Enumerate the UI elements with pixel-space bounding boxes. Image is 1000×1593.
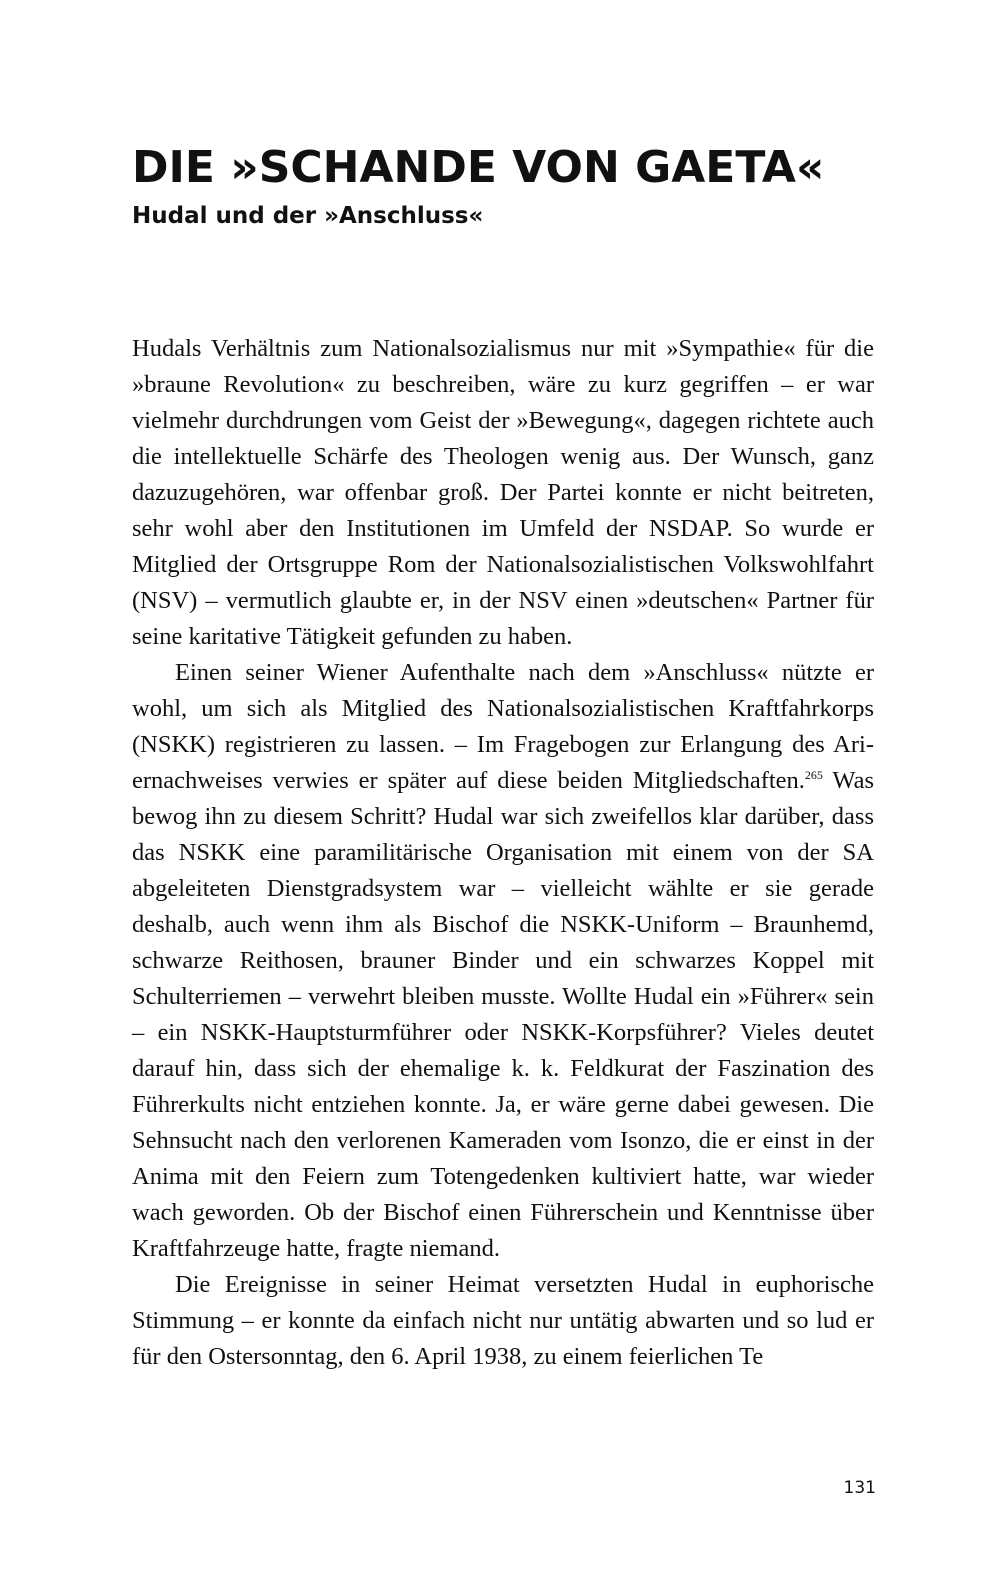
chapter-subtitle: Hudal und der »Anschluss« (132, 203, 484, 229)
footnote-reference[interactable]: 265 (804, 767, 823, 782)
paragraph-2-text-before-note: Einen seiner Wiener Aufenthalte nach dem »Anschluss« nützte er wohl, um sich als Mitglied des Nationalsozialistischen Kraftfahrkorps (NSKK) registrieren zu lassen. – Im Fragebogen zur Erlangung des Ariernachweises verwies er später auf diese beiden Mitgliedschaften. (132, 659, 874, 794)
body-text (132, 331, 874, 1375)
chapter-title: DIE »SCHANDE VON GAETA« (132, 142, 825, 193)
paragraph-2-text-after-note: Was bewog ihn zu diesem Schritt? Hudal war sich zweifellos klar darüber, dass das NSKK eine paramilitärische Organisation mit einem von der SA abgeleiteten Dienstgradsystem war – vielleicht wählte er sie gerade deshalb, auch wenn ihm als Bischof die NSKK-Uniform – Braunhemd, schwarze Reithosen, brauner Binder und ein schwarzes Koppel mit Schulterriemen – verwehrt bleiben musste. Wollte Hudal ein »Führer« sein – ein NSKK-Hauptsturmführer oder NSKK-Korpsführer? Vieles deutet darauf hin, dass sich der ehemalige k. k. Feldkurat der Faszination des Führerkults nicht entziehen konnte. Ja, er wäre gerne dabei gewesen. Die Sehnsucht nach den verlorenen Kameraden vom Isonzo, die er einst in der Anima mit den Feiern zum Totengedenken kultiviert hatte, war wieder wach geworden. Ob der Bischof einen Führerschein und Kenntnisse über Kraftfahrzeuge hatte, fragte niemand. (132, 767, 874, 1262)
paragraph-1: Hudals Verhältnis zum Nationalsozialismus nur mit »Sympathie« für die »braune Revolution« zu beschreiben, wäre zu kurz gegriffen – er war vielmehr durchdrungen vom Geist der »Bewegung«, dagegen richtete auch die intellektuelle Schärfe des Theologen wenig aus. Der Wunsch, ganz dazuzugehören, war offenbar groß. Der Partei konnte er nicht beitreten, sehr wohl aber den Institutionen im Umfeld der NSDAP. So wurde er Mitglied der Ortsgruppe Rom der Nationalsozialistischen Volkswohlfahrt (NSV) – vermutlich glaubte er, in der NSV einen »deutschen« Partner für seine karitative Tätigkeit gefunden zu haben. (132, 335, 874, 650)
paragraph-3: Die Ereignisse in seiner Heimat versetzten Hudal in euphorische Stimmung – er konnte da einfach nicht nur untätig abwarten und so lud er für den Ostersonntag, den 6. April 1938, zu einem feierlichen Te (132, 1271, 874, 1370)
paragraph-2 (132, 655, 874, 1267)
page-number: 131 (843, 1478, 876, 1498)
